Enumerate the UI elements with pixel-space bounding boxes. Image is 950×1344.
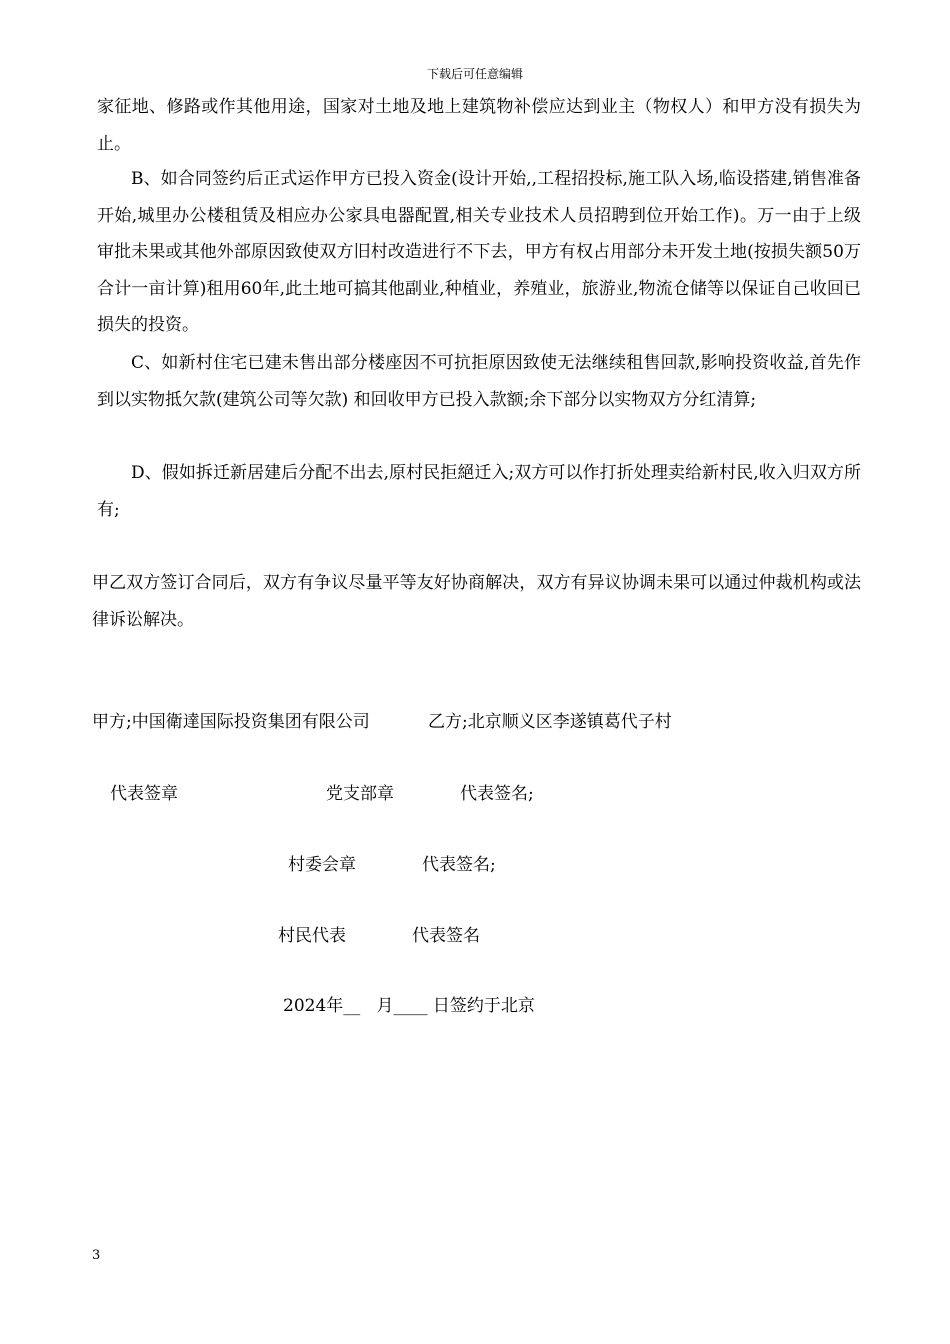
party-a-name: 甲方;中国衛達国际投资集团有限公司 xyxy=(92,712,370,732)
village-committee-seal-label: 村委会章 xyxy=(288,855,356,875)
rep-signature-label-1: 代表签名; xyxy=(460,784,534,804)
rep-seal-label: 代表签章 xyxy=(110,784,178,804)
paragraph-dispute: 甲乙双方签订合同后，双方有争议尽量平等友好协商解决，双方有异议协调未果可以通过仲裁机构或法律诉讼解决。 xyxy=(92,573,861,630)
paragraph-clause-c: C、如新村住宅已建未售出部分楼座因不可抗拒原因致使无法继续租售回款,影响投资收益,首先作到以实物抵欠款(建筑公司等欠款) 和回收甲方已投入款额;余下部分以实物双方分红清算; xyxy=(97,353,861,410)
rep-signature-label-3: 代表签名 xyxy=(412,926,480,946)
rep-signature-label-2: 代表签名; xyxy=(422,855,496,875)
signing-date-line: 2024年__ 月____ 日签约于北京 xyxy=(283,996,535,1016)
villager-rep-label: 村民代表 xyxy=(278,926,346,946)
page-header: 下载后可任意编辑 xyxy=(426,67,523,81)
party-branch-seal-label: 党支部章 xyxy=(326,784,394,804)
paragraph-continuation: 家征地、修路或作其他用途，国家对土地及地上建筑物补偿应达到业主（物权人）和甲方没有损失为止。 xyxy=(97,97,861,154)
paragraph-clause-d: D、假如拆迁新居建后分配不出去,原村民拒絕迁入;双方可以作打折处理卖给新村民,收入归双方所有; xyxy=(97,463,861,520)
page-number: 3 xyxy=(92,1248,101,1263)
party-b-name: 乙方;北京顺义区李遂镇葛代子村 xyxy=(428,712,672,732)
paragraph-clause-b: B、如合同签约后正式运作甲方已投入资金(设计开始,,工程招投标,施工队入场,临设搭建,销售准备开始,城里办公楼租赁及相应办公家具电器配置,相关专业技术人员招聘到位开始工作)。万一由于上级审批未果或其他外部原因致使双方旧村改造进行不下去，甲方有权占用部分未开发土地(按损失额50万合计一亩计算)租用60年,此土地可搞其他副业,种植业，养殖业，旅游业,物流仓储等以保证自己收回已损失的投资。 xyxy=(97,169,861,335)
